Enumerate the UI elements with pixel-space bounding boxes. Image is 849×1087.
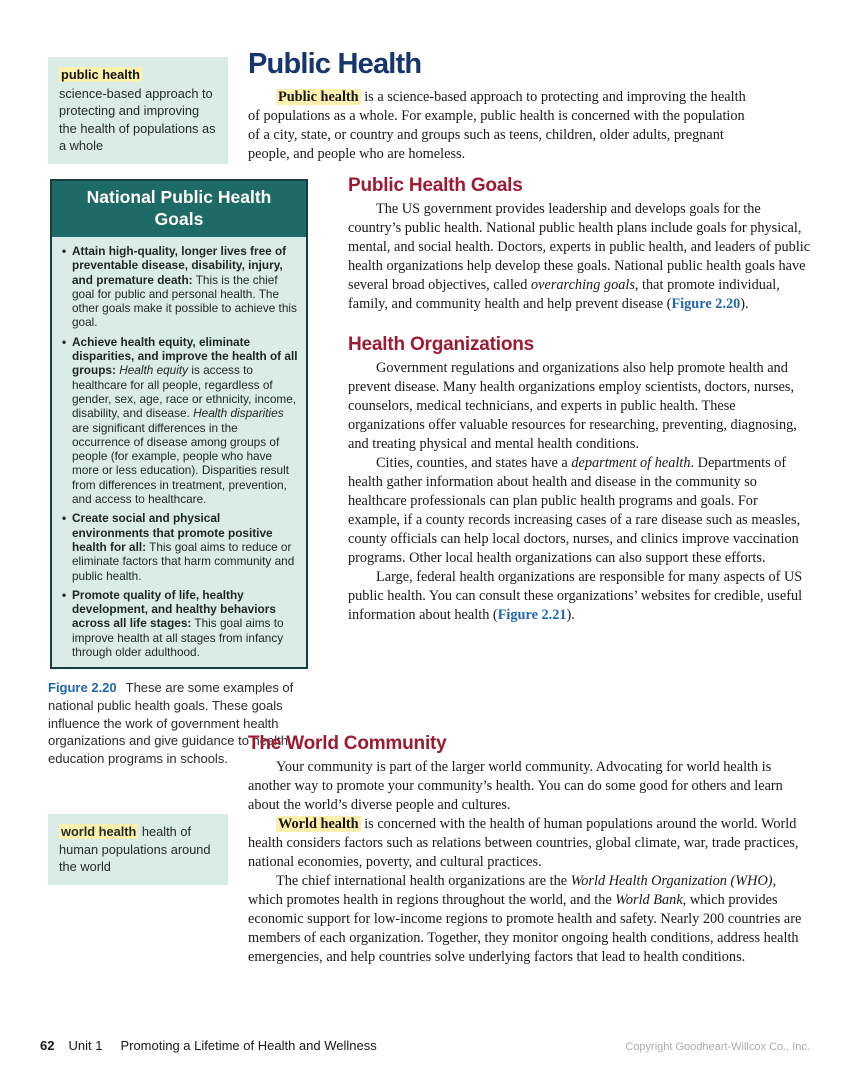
right-column <box>348 176 812 625</box>
goal-item: • Achieve health equity, eliminate disparities, and improve the health of all groups: Health equity is access to healthcare for all people, regardless of gender, sex, age, race or ethnicity, income, disability, and disease. Health disparities are significant differences in the occurrence of disease among groups of people (for example, people who have more or less education). Disparities result from differences in treatment, prevention, and access to healthcare. <box>61 335 299 507</box>
paragraph: Cities, counties, and states have a department of health. Departments of health gather information about health and disease in the community so healthcare professionals can plan public health programs and goals. For example, if a county records increasing cases of a rare disease such as measles, county officials can help local doctors, nurses, and clinics improve vaccination programs. Other local health organizations can also support these efforts. <box>348 455 801 566</box>
goal-item: • Promote quality of life, healthy development, and healthy behaviors across all life stages: This goal aims to improve health at all stages from infancy through older adulthood. <box>61 588 299 659</box>
goal-item: • Create social and physical environments that promote positive health for all: This goal aims to reduce or eliminate factors that harm community and public health. <box>61 511 299 582</box>
national-goals-box <box>50 179 308 669</box>
intro-paragraph: Public health is a science-based approach to protecting and improving the health of populations as a whole. For example, public health is concerned with the population of a city, state, or country and groups such as teens, children, older adults, pregnant people, and people who are homeless. <box>248 89 746 162</box>
definition-text: science-based approach to protecting and improving the health of populations as a whole <box>59 85 216 153</box>
section-heading: Public Health Goals <box>348 175 523 196</box>
paragraph: World health is concerned with the health of human populations around the world. World health considers factors such as relations between countries, global climate, war, trade practices, national economies, poverty, and cultural practices. <box>248 816 799 870</box>
paragraph: The chief international health organizations are the World Health Organization (WHO), which promotes health in regions throughout the world, and the World Bank, which provides economic support for low-income regions to promote health and safety. Nearly 200 countries are members of each organization. Together, they monitor ongoing health conditions, address health emergencies, and help countries solve underlying factors that lead to health conditions. <box>248 873 802 965</box>
paragraph: Your community is part of the larger world community. Advocating for world health is another way to promote your community’s health. You can do some good for others and learn about the world’s diverse people and cultures. <box>248 759 783 813</box>
definition-text: world health health of human populations around the world <box>59 824 211 874</box>
goals-list <box>61 244 299 659</box>
section-public-health-goals <box>348 176 812 314</box>
paragraph: Government regulations and organizations also help promote health and prevent disease. Many health organizations employ scientists, doctors, nurses, counselors, medical technicians, and experts in public health. These organizations offer valuable resources for researching, preventing, diagnosing, and treating physical and mental health conditions. <box>348 360 797 452</box>
section-heading: Health Organizations <box>348 334 535 355</box>
paragraph: Large, federal health organizations are responsible for many aspects of US public health. You can consult these organizations’ websites for credible, useful information about health (Figure 2.21). <box>348 569 803 623</box>
definition-box-public-health <box>48 57 228 164</box>
goals-box-body <box>52 237 306 667</box>
intro-block <box>248 88 753 164</box>
copyright-notice: Copyright Goodheart-Willcox Co., Inc. <box>625 1041 810 1053</box>
term-highlight: public health <box>61 67 140 82</box>
figure-caption-text: These are some examples of national public health goals. These goals influence the work of government health organizations and give guidance to health education programs in schools. <box>48 680 294 766</box>
section-world-community <box>248 734 814 967</box>
goals-box-title: National Public Health Goals <box>52 181 306 237</box>
definition-box-world-health <box>48 814 228 885</box>
left-column <box>48 179 316 767</box>
definition-term <box>59 66 217 84</box>
unit-title: Promoting a Lifetime of Health and Wellness <box>120 1038 377 1053</box>
page-footer <box>40 1038 810 1053</box>
paragraph: The US government provides leadership and develops goals for the country’s public health. National public health plans include goals for physical, mental, and social health. Doctors, experts in public health, and leaders of public health organizations help develop these goals. National public health goals have several broad objectives, called overarching goals, that promote individual, family, and community health and help prevent disease (Figure 2.20). <box>348 201 811 312</box>
section-health-organizations <box>348 335 812 625</box>
figure-label: Figure 2.20 <box>48 680 117 696</box>
unit-label: Unit 1 <box>68 1038 103 1053</box>
page-number: 62 <box>40 1038 55 1053</box>
goal-item: • Attain high-quality, longer lives free of preventable disease, disability, injury, and premature death: This is the chief goal for public and personal health. The other goals make it possible to achieve this goal. <box>61 244 299 330</box>
page-title: Public Health <box>248 48 422 80</box>
section-heading: The World Community <box>248 733 447 754</box>
